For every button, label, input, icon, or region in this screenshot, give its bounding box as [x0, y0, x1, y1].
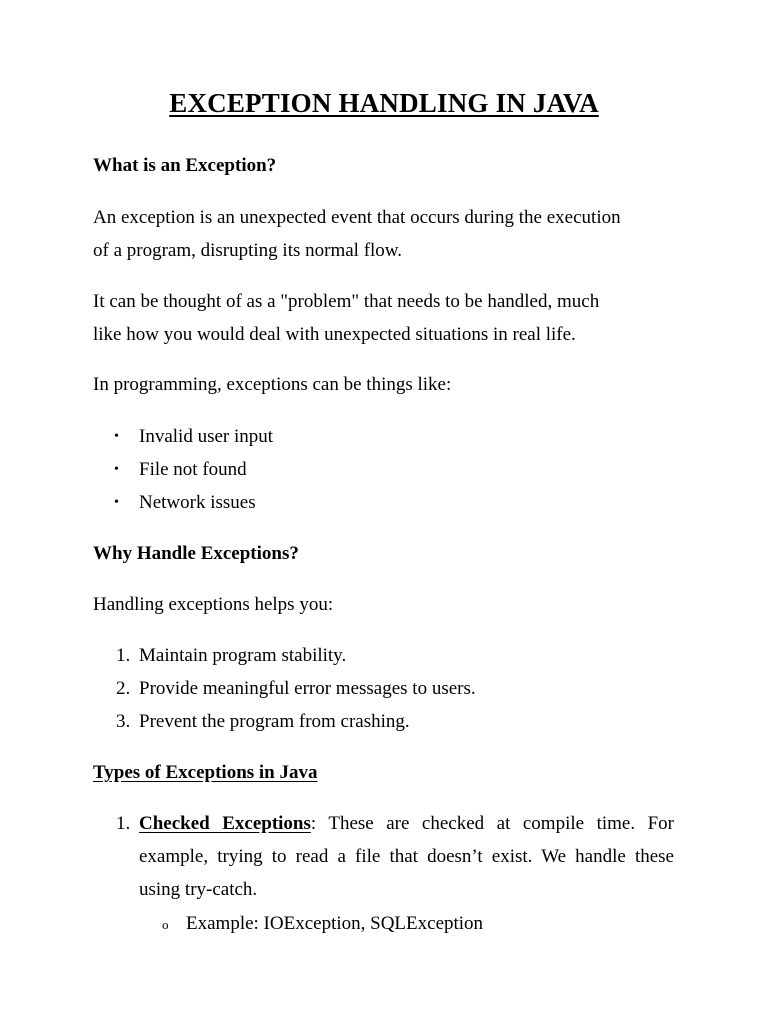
paragraph-line: of a program, disrupting its normal flow.	[93, 240, 403, 261]
section-heading-what-is-exception: What is an Exception?	[93, 155, 277, 176]
list-item: Network issues	[139, 492, 256, 513]
sub-list-item: Example: IOException, SQLException	[186, 913, 484, 934]
list-item: Provide meaningful error messages to users.	[139, 678, 476, 699]
list-item: Maintain program stability.	[139, 645, 347, 666]
paragraph-line: It can be thought of as a "problem" that needs to be handled, much	[93, 291, 600, 312]
circle-bullet-icon: o	[162, 917, 169, 932]
paragraph-line: Handling exceptions helps you:	[93, 594, 334, 615]
term-description: : These are checked at compile time. For	[310, 813, 674, 834]
list-number: 2.	[116, 678, 131, 699]
list-item: Prevent the program from crashing.	[139, 711, 410, 732]
list-item: File not found	[139, 459, 247, 480]
paragraph-line: An exception is an unexpected event that occurs during the execution	[93, 207, 621, 228]
term-checked-exceptions: Checked Exceptions	[139, 813, 311, 834]
bullet-icon: •	[114, 462, 119, 477]
list-item-line: example, trying to read a file that doesn’t exist. We handle these	[139, 846, 674, 867]
list-number: 1.	[116, 645, 131, 666]
document-title: EXCEPTION HANDLING IN JAVA	[169, 88, 599, 118]
list-number: 3.	[116, 711, 131, 732]
paragraph-line: In programming, exceptions can be things like:	[93, 374, 452, 395]
bullet-icon: •	[114, 429, 119, 444]
section-heading-types: Types of Exceptions in Java	[93, 762, 318, 783]
paragraph-line: like how you would deal with unexpected situations in real life.	[93, 324, 576, 345]
list-item-line: using try-catch.	[139, 879, 258, 900]
list-item-line	[139, 807, 674, 840]
bullet-icon: •	[114, 495, 119, 510]
list-number: 1.	[116, 813, 131, 834]
list-item: Invalid user input	[139, 426, 274, 447]
section-heading-why-handle: Why Handle Exceptions?	[93, 543, 299, 564]
